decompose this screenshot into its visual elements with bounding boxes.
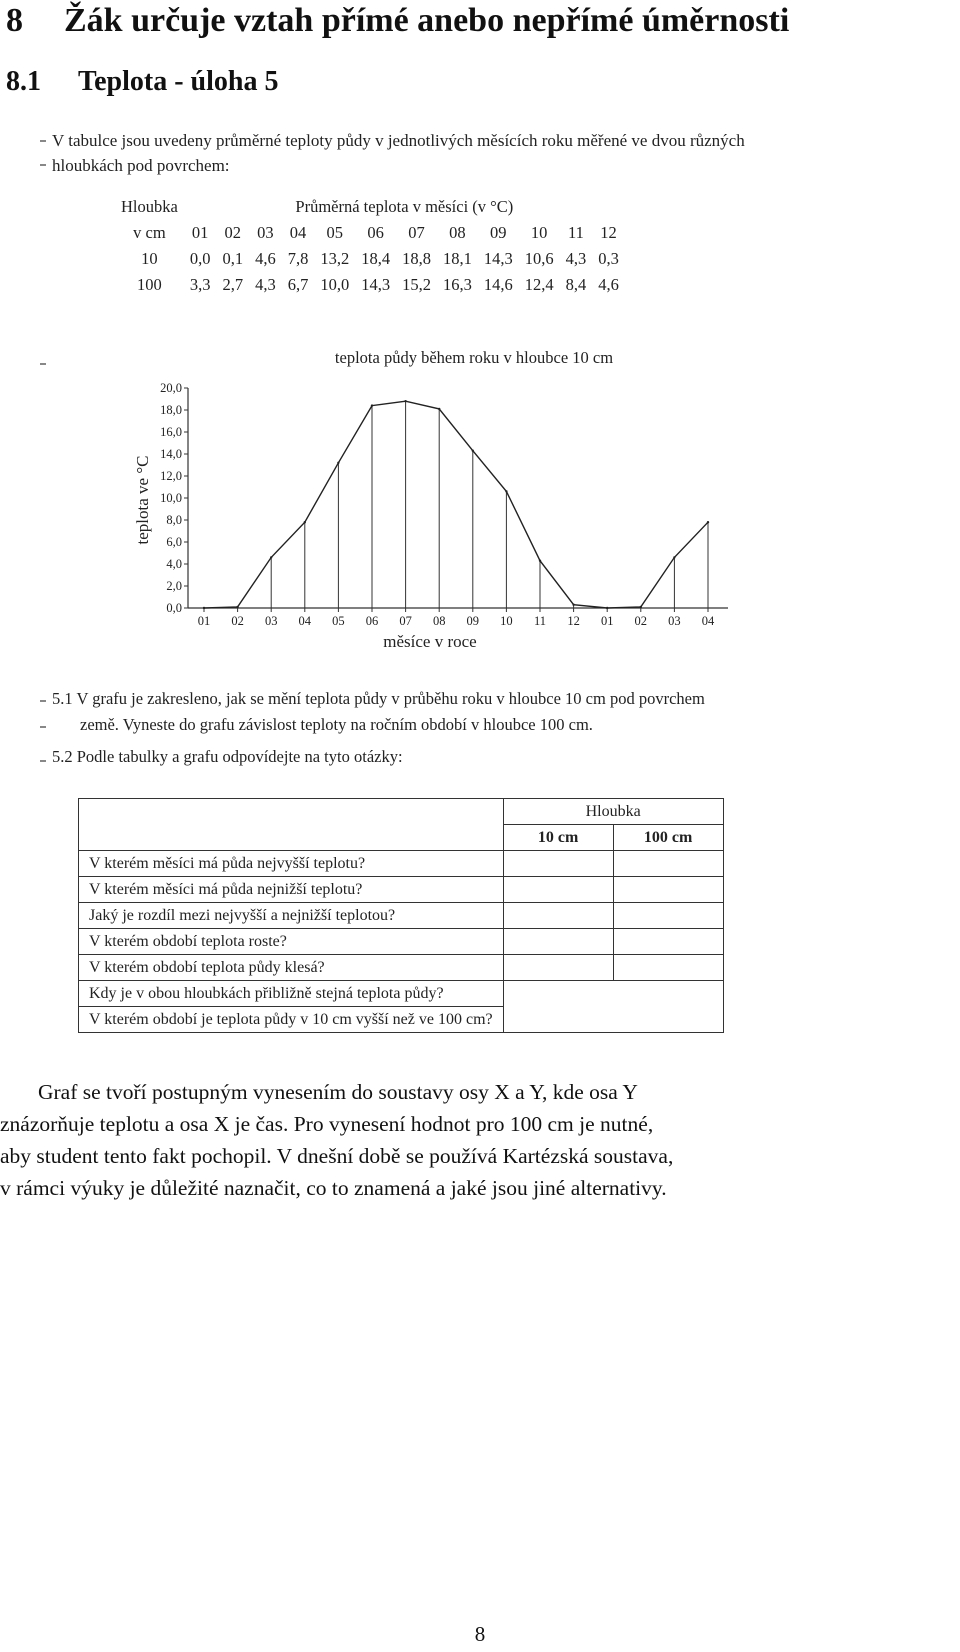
y-tick-label: 4,0 — [166, 557, 182, 571]
answer-col-10cm: 10 cm — [503, 825, 613, 851]
paragraph-line: Graf se tvoří postupným vynesením do soustavy osy X a Y, kde osa Y — [38, 1080, 638, 1104]
month-header: 10 — [530, 223, 548, 242]
answer-cell[interactable] — [503, 955, 613, 981]
data-point — [404, 400, 406, 402]
month-header: 01 — [191, 223, 209, 242]
depth-header: Hloubka — [121, 197, 178, 216]
page-number: 8 — [474, 1622, 486, 1646]
temp-cell: 10,6 — [524, 249, 554, 268]
y-tick-label: 6,0 — [166, 535, 182, 549]
temp-cell: 4,3 — [255, 275, 276, 294]
depth-cell: 100 — [137, 275, 162, 294]
y-tick-label: 20,0 — [160, 381, 182, 395]
month-header: 07 — [408, 223, 425, 242]
x-tick-label: 06 — [365, 614, 379, 628]
temp-cell: 14,3 — [361, 275, 391, 294]
answer-table-corner — [79, 799, 504, 851]
intro-line: hloubkách pod povrchem: — [52, 156, 230, 175]
series-line-10cm — [204, 401, 708, 608]
temp-cell: 10,0 — [320, 275, 350, 294]
table-row — [79, 981, 724, 1007]
x-tick-label: 09 — [466, 614, 480, 628]
margin-mark — [40, 760, 46, 762]
answer-depth-header: Hloubka — [503, 799, 723, 825]
x-tick-label: 08 — [432, 614, 446, 628]
temp-cell: 18,4 — [361, 249, 391, 268]
temp-cell: 6,7 — [287, 275, 309, 294]
month-header: 12 — [600, 223, 617, 242]
y-tick-label: 8,0 — [166, 513, 182, 527]
data-point — [606, 607, 608, 609]
data-point — [236, 606, 238, 608]
answer-cell[interactable] — [503, 877, 613, 903]
chart-title: teplota půdy během roku v hloubce 10 cm — [334, 348, 614, 367]
temp-cell: 15,2 — [402, 275, 431, 294]
month-header: 11 — [567, 223, 584, 242]
depth-cell: 10 — [141, 249, 158, 268]
subsection-heading — [6, 66, 278, 98]
temp-cell: 0,1 — [222, 249, 244, 268]
answer-cell[interactable] — [503, 903, 613, 929]
answer-question: V kterém měsíci má půda nejvyšší teplotu? — [79, 851, 504, 877]
data-point — [673, 556, 675, 558]
y-tick-label: 2,0 — [166, 579, 182, 593]
temperature-line-chart — [40, 118, 910, 678]
month-header: 03 — [257, 223, 274, 242]
answer-table — [78, 798, 724, 1033]
x-tick-label: 02 — [634, 614, 648, 628]
temp-cell: 13,2 — [320, 249, 350, 268]
intro-line: V tabulce jsou uvedeny průměrné teploty půdy v jednotlivých měsících roku měřené ve dvou různých — [52, 131, 745, 150]
data-point — [371, 404, 373, 406]
table-row — [79, 877, 724, 903]
table-row — [79, 929, 724, 955]
temp-cell: 14,3 — [483, 249, 513, 268]
paragraph-line: aby student tento fakt pochopil. V dnešní době se používá Kartézská soustava, — [0, 1144, 674, 1168]
answer-cell[interactable] — [503, 851, 613, 877]
answer-col-100cm: 100 cm — [613, 825, 723, 851]
month-header: 04 — [289, 223, 307, 242]
data-point — [438, 408, 440, 410]
table-row — [79, 955, 724, 981]
x-tick-label: 01 — [197, 614, 211, 628]
scanned-exercise — [40, 118, 910, 1088]
data-point — [539, 560, 541, 562]
x-tick-label: 01 — [600, 614, 614, 628]
x-tick-label: 05 — [332, 614, 345, 628]
month-header: 09 — [490, 223, 507, 242]
margin-mark — [40, 726, 46, 728]
question-5-1 — [52, 686, 705, 738]
question-5-2: 5.2 Podle tabulky a grafu odpovídejte na tyto otázky: — [52, 747, 403, 766]
data-point — [203, 607, 205, 609]
x-tick-label: 03 — [264, 614, 278, 628]
answer-question: V kterém období je teplota půdy v 10 cm vyšší než ve 100 cm? — [79, 1007, 504, 1033]
y-tick-label: 10,0 — [160, 491, 182, 505]
temp-cell: 0,0 — [189, 249, 211, 268]
month-header: 05 — [326, 223, 344, 242]
answer-question: Jaký je rozdíl mezi nejvyšší a nejnižší teplotou? — [79, 903, 504, 929]
section-heading — [6, 2, 789, 40]
paragraph-line: v rámci výuky je důležité naznačit, co to znamená a jaké jsou jiné alternativy. — [0, 1176, 667, 1200]
x-tick-label: 12 — [567, 614, 580, 628]
temp-cell: 4,6 — [598, 275, 619, 294]
data-point — [640, 606, 642, 608]
temp-cell: 4,3 — [565, 249, 587, 268]
y-tick-label: 18,0 — [160, 403, 182, 417]
data-point — [472, 450, 474, 452]
temp-cell: 8,4 — [565, 275, 587, 294]
temp-cell: 18,1 — [442, 249, 472, 268]
temp-cell: 14,6 — [483, 275, 513, 294]
answer-cell-merged[interactable] — [503, 981, 723, 1033]
unit-label: v cm — [133, 223, 166, 242]
data-point — [707, 521, 709, 523]
answer-cell[interactable] — [613, 877, 723, 903]
temp-cell: 4,6 — [255, 249, 276, 268]
temp-cell: 0,3 — [598, 249, 619, 268]
answer-question: V kterém období teplota roste? — [79, 929, 504, 955]
x-tick-label: 04 — [701, 614, 715, 628]
x-tick-label: 11 — [533, 614, 547, 628]
answer-cell[interactable] — [613, 929, 723, 955]
margin-mark — [40, 363, 46, 365]
data-point — [337, 462, 339, 464]
temp-cell: 12,4 — [524, 275, 554, 294]
section-title: Žák určuje vztah přímé anebo nepřímé úměrnosti — [64, 2, 790, 39]
answer-cell[interactable] — [613, 903, 723, 929]
data-point — [270, 556, 272, 558]
answer-question: V kterém období teplota půdy klesá? — [79, 955, 504, 981]
temp-cell: 16,3 — [442, 275, 472, 294]
answer-cell[interactable] — [613, 955, 723, 981]
answer-cell[interactable] — [503, 929, 613, 955]
temp-cell: 3,3 — [189, 275, 211, 294]
explanation-paragraph — [0, 1076, 960, 1204]
question-line: země. Vyneste do grafu závislost teploty na ročním období v hloubce 100 cm. — [80, 715, 593, 734]
x-tick-label: 07 — [399, 614, 412, 628]
answer-cell[interactable] — [613, 851, 723, 877]
data-point — [505, 490, 507, 492]
section-number: 8 — [6, 2, 23, 39]
y-tick-label: 16,0 — [160, 425, 182, 439]
data-point — [304, 521, 306, 523]
temp-cell: 18,8 — [402, 249, 431, 268]
temp-cell: 2,7 — [222, 275, 244, 294]
paragraph-line: znázorňuje teplotu a osa X je čas. Pro vynesení hodnot pro 100 cm je nutné, — [0, 1112, 654, 1136]
table-row — [79, 851, 724, 877]
y-tick-label: 12,0 — [160, 469, 182, 483]
question-line: 5.1 V grafu je zakresleno, jak se mění teplota půdy v průběhu roku v hloubce 10 cm pod povrchem — [52, 689, 705, 708]
margin-mark — [40, 700, 46, 702]
month-header: 08 — [449, 223, 466, 242]
answer-question: V kterém měsíci má půda nejnižší teplotu? — [79, 877, 504, 903]
temp-cell: 7,8 — [287, 249, 309, 268]
data-point — [572, 604, 574, 606]
subsection-number: 8.1 — [6, 66, 41, 97]
subsection-title: Teplota - úloha 5 — [78, 66, 279, 97]
month-header: 06 — [367, 223, 384, 242]
y-tick-label: 14,0 — [160, 447, 182, 461]
avg-temp-header: Průměrná teplota v měsíci (v °C) — [295, 197, 514, 216]
x-tick-label: 02 — [231, 614, 244, 628]
chart-y-axis-label: teplota ve °C — [133, 455, 152, 545]
x-tick-label: 03 — [668, 614, 681, 628]
x-tick-label: 04 — [298, 614, 312, 628]
chart-x-axis-label: měsíce v roce — [383, 632, 477, 651]
answer-question: Kdy je v obou hloubkách přibližně stejná teplota půdy? — [79, 981, 504, 1007]
y-tick-label: 0,0 — [166, 601, 182, 615]
table-row — [79, 903, 724, 929]
x-tick-label: 10 — [500, 614, 513, 628]
month-header: 02 — [224, 223, 242, 242]
